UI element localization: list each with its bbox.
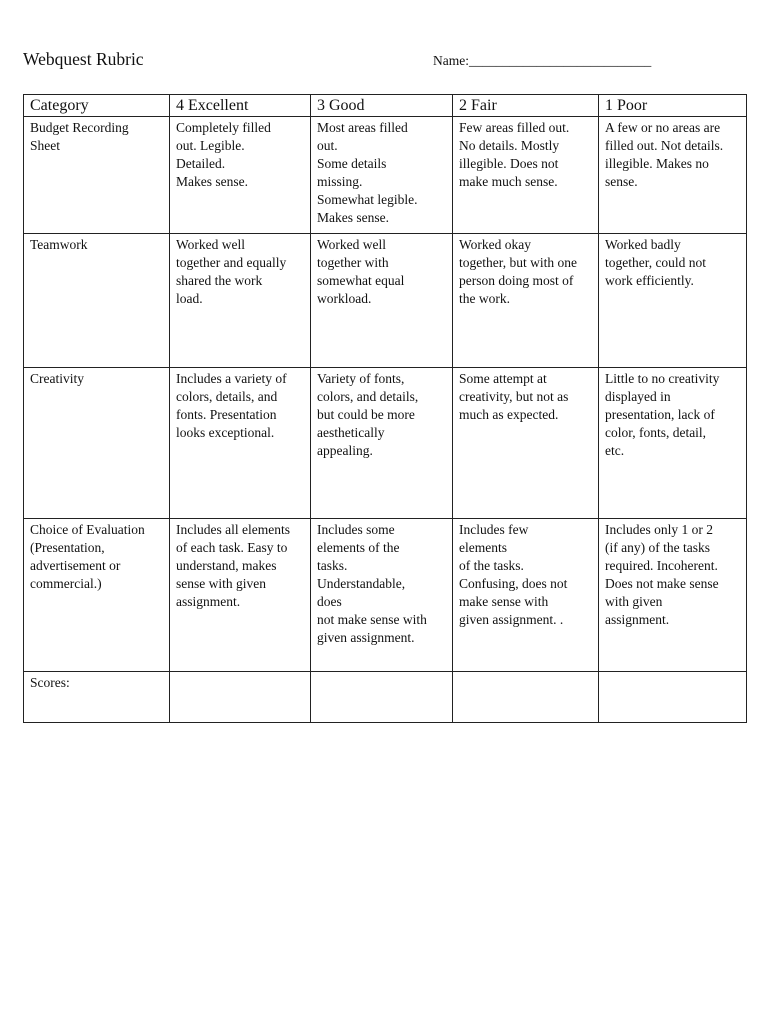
cell-text-line: advertisement or [30, 558, 121, 573]
cell-text-line: make sense with [459, 594, 549, 609]
cell-text-line: together, but with one [459, 255, 577, 270]
cell-text-line: filled out. Not details. [605, 138, 724, 153]
cell-text-line: Worked well [176, 237, 246, 252]
cell-text-line: Sheet [30, 138, 60, 153]
cell-text-line: does [317, 594, 342, 609]
name-field: Name:___________________________ [433, 53, 652, 68]
header-category: Category [24, 95, 170, 117]
cell-text-line: (if any) of the tasks [605, 540, 710, 555]
cell-text-line: Budget Recording [30, 120, 129, 135]
cell-text-line: Worked okay [459, 237, 532, 252]
cell-text-line: person doing most of [459, 273, 574, 288]
cell-text-line: Understandable, [317, 576, 406, 591]
cell-text-line: elements of the [317, 540, 400, 555]
cell-text-line: assignment. [605, 612, 670, 627]
table-row [24, 519, 747, 672]
cell-text-line: Includes a variety of [176, 371, 287, 386]
header-excellent: 4 Excellent [170, 95, 311, 117]
cell-text-line: together, could not [605, 255, 707, 270]
cell-text-line: Little to no creativity [605, 371, 720, 386]
cell-text-line: with given [605, 594, 663, 609]
cell-text-line: commercial.) [30, 576, 102, 591]
cell-text-line: Creativity [30, 371, 84, 386]
cell-text-line: Includes some [317, 522, 395, 537]
good-cell [311, 117, 453, 234]
excellent-cell [170, 234, 311, 368]
cell-text-line: colors, and details, [317, 389, 419, 404]
poor-cell [599, 519, 747, 672]
cell-text-line: Makes sense. [317, 210, 389, 225]
cell-text-line: (Presentation, [30, 540, 105, 555]
cell-text-line: somewhat equal [317, 273, 405, 288]
cell-text-line: presentation, lack of [605, 407, 715, 422]
table-row [24, 368, 747, 519]
score-cell-good[interactable] [311, 672, 453, 723]
cell-text-line: Variety of fonts, [317, 371, 405, 386]
cell-text-line: shared the work [176, 273, 263, 288]
cell-text-line: Includes few [459, 522, 529, 537]
fair-cell [453, 117, 599, 234]
cell-text-line: creativity, but not as [459, 389, 569, 404]
category-cell [24, 117, 170, 234]
cell-text-line: appealing. [317, 443, 373, 458]
category-cell [24, 234, 170, 368]
cell-text-line: Detailed. [176, 156, 226, 171]
cell-text-line: Few areas filled out. [459, 120, 570, 135]
cell-text-line: looks exceptional. [176, 425, 275, 440]
cell-text-line: Confusing, does not [459, 576, 568, 591]
cell-text-line: understand, makes [176, 558, 277, 573]
score-cell-fair[interactable] [453, 672, 599, 723]
cell-text-line: Most areas filled [317, 120, 408, 135]
cell-text-line: much as expected. [459, 407, 559, 422]
cell-text-line: the work. [459, 291, 510, 306]
cell-text-line: required. Incoherent. [605, 558, 718, 573]
cell-text-line: color, fonts, detail, [605, 425, 707, 440]
header-fair: 2 Fair [453, 95, 599, 117]
fair-cell [453, 368, 599, 519]
cell-text-line: not make sense with [317, 612, 427, 627]
cell-text-line: given assignment. [317, 630, 415, 645]
excellent-cell [170, 368, 311, 519]
fair-cell [453, 234, 599, 368]
cell-text-line: displayed in [605, 389, 671, 404]
cell-text-line: Includes only 1 or 2 [605, 522, 713, 537]
table-row [24, 117, 747, 234]
cell-text-line: tasks. [317, 558, 348, 573]
rubric-table [23, 94, 747, 723]
good-cell [311, 519, 453, 672]
cell-text-line: Does not make sense [605, 576, 719, 591]
cell-text-line: missing. [317, 174, 363, 189]
cell-text-line: elements [459, 540, 507, 555]
fair-cell [453, 519, 599, 672]
cell-text-line: Worked badly [605, 237, 681, 252]
excellent-cell [170, 519, 311, 672]
cell-text-line: illegible. Does not [459, 156, 559, 171]
cell-text-line: Some details [317, 156, 387, 171]
cell-text-line: assignment. [176, 594, 241, 609]
poor-cell [599, 368, 747, 519]
cell-text-line: load. [176, 291, 203, 306]
header-good: 3 Good [311, 95, 453, 117]
cell-text-line: sense. [605, 174, 638, 189]
cell-text-line: given assignment. . [459, 612, 564, 627]
cell-text-line: workload. [317, 291, 372, 306]
cell-text-line: of the tasks. [459, 558, 524, 573]
cell-text-line: Somewhat legible. [317, 192, 418, 207]
cell-text-line: together and equally [176, 255, 287, 270]
category-cell [24, 519, 170, 672]
cell-text-line: Includes all elements [176, 522, 290, 537]
poor-cell [599, 234, 747, 368]
category-cell [24, 368, 170, 519]
header-poor: 1 Poor [599, 95, 747, 117]
cell-text-line: but could be more [317, 407, 415, 422]
cell-text-line: illegible. Makes no [605, 156, 709, 171]
good-cell [311, 368, 453, 519]
score-cell-poor[interactable] [599, 672, 747, 723]
document-title: Webquest Rubric [23, 49, 144, 69]
cell-text-line: Completely filled [176, 120, 271, 135]
cell-text-line: make much sense. [459, 174, 558, 189]
scores-row [24, 672, 747, 723]
cell-text-line: Worked well [317, 237, 387, 252]
good-cell [311, 234, 453, 368]
cell-text-line: Makes sense. [176, 174, 248, 189]
header-row [24, 95, 747, 117]
cell-text-line: of each task. Easy to [176, 540, 288, 555]
cell-text-line: Choice of Evaluation [30, 522, 145, 537]
cell-text-line: sense with given [176, 576, 266, 591]
table-row [24, 234, 747, 368]
cell-text-line: together with [317, 255, 389, 270]
cell-text-line: No details. Mostly [459, 138, 560, 153]
cell-text-line: Teamwork [30, 237, 88, 252]
cell-text-line: colors, details, and [176, 389, 278, 404]
scores-label: Scores: [24, 672, 170, 723]
cell-text-line: aesthetically [317, 425, 385, 440]
score-cell-excellent[interactable] [170, 672, 311, 723]
cell-text-line: etc. [605, 443, 625, 458]
cell-text-line: Some attempt at [459, 371, 547, 386]
cell-text-line: A few or no areas are [605, 120, 721, 135]
cell-text-line: out. Legible. [176, 138, 245, 153]
cell-text-line: out. [317, 138, 338, 153]
cell-text-line: work efficiently. [605, 273, 694, 288]
excellent-cell [170, 117, 311, 234]
cell-text-line: fonts. Presentation [176, 407, 277, 422]
poor-cell [599, 117, 747, 234]
